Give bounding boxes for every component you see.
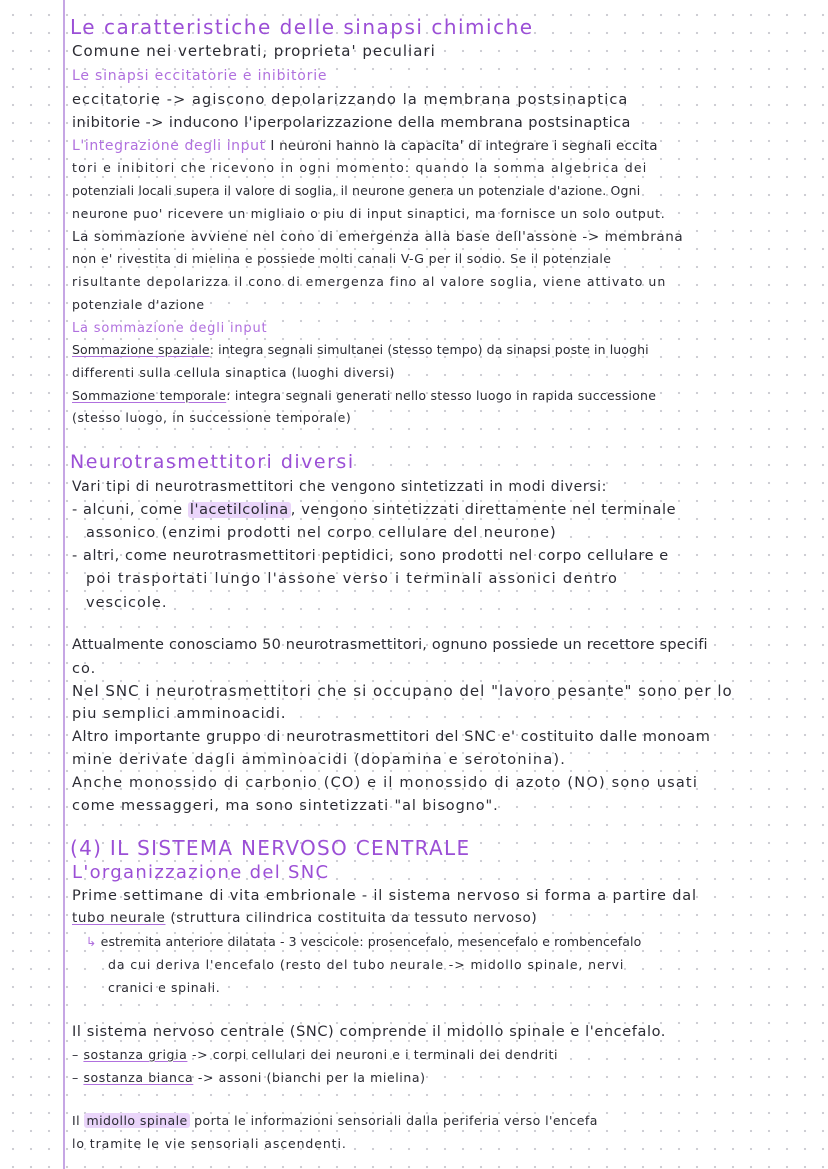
- text-line: neurone puo' ricevere un migliaio o piu di input sinaptici, ma fornisce un solo output.: [72, 206, 666, 221]
- subheading-integrazione: L'integrazione degli input: [72, 138, 266, 154]
- arrow-icon: ↳: [86, 934, 97, 949]
- text-span: estremita anteriore dilatata - 3 vescicole: prosencefalo, mesencefalo e rombencefalo: [100, 934, 642, 949]
- text-span: (struttura cilindrica costituita da tessuto nervoso): [165, 910, 538, 926]
- text-line: risultante depolarizza il cono di emergenza fino al valore soglia, viene attivato un: [72, 274, 667, 289]
- notebook-margin-line: [63, 0, 65, 1169]
- subheading-eccitatorie-inibitorie: Le sinapsi eccitatorie e inibitorie: [72, 68, 328, 84]
- sommazione-spaziale-line: [72, 344, 649, 357]
- text-line: poi trasportati lungo l'assone verso i terminali assonici dentro: [86, 571, 619, 587]
- tubo-neurale-line: [72, 912, 537, 926]
- text-line: come messaggeri, ma sono sintetizzati "al bisogno".: [72, 798, 499, 814]
- text-line: cranici e spinali.: [108, 980, 221, 995]
- text-line: differenti sulla cellula sinaptica (luoghi diversi): [72, 365, 395, 380]
- term-sostanza-bianca: sostanza bianca: [83, 1070, 194, 1085]
- text-line: (stesso luogo, in successione temporale): [72, 410, 352, 425]
- text-line: Comune nei vertebrati, proprieta' peculiari: [72, 42, 436, 60]
- term-tubo-neurale: tubo neurale: [72, 910, 166, 926]
- text-line: Vari tipi di neurotrasmettitori che vengono sintetizzati in modi diversi:: [72, 479, 607, 495]
- text-line: Prime settimane di vita embrionale - il sistema nervoso si forma a partire dal: [72, 888, 697, 904]
- vescicole-line: [86, 936, 641, 949]
- section-title-snc: (4) IL SISTEMA NERVOSO CENTRALE: [70, 836, 471, 860]
- text-line: vescicole.: [86, 595, 168, 611]
- term-sommazione-spaziale: Sommazione spaziale: [72, 342, 210, 357]
- subtitle-organizzazione-snc: L'organizzazione del SNC: [72, 862, 330, 883]
- text-line: Anche monossido di carbonio (CO) e il monossido di azoto (NO) sono usati: [72, 775, 699, 791]
- highlight-midollo-spinale: midollo spinale: [86, 1113, 188, 1128]
- text-line: non e' rivestita di mielina e possiede molti canali V-G per il sodio. Se il potenziale: [72, 251, 612, 266]
- text-line: inibitorie -> inducono l'iperpolarizzazione della membrana postsinaptica: [72, 115, 631, 131]
- term-sostanza-grigia: sostanza grigia: [83, 1047, 188, 1062]
- text-span: porta le informazioni sensoriali dalla periferia verso l'encefa: [189, 1113, 598, 1128]
- text-line: co.: [72, 661, 97, 677]
- text-line: eccitatorie -> agiscono depolarizzando la membrana postsinaptica: [72, 92, 629, 108]
- text-line: Nel SNC i neurotrasmettitori che si occupano del "lavoro pesante" sono per lo: [72, 682, 733, 700]
- text-line: Attualmente conosciamo 50 neurotrasmettitori, ognuno possiede un recettore specifi: [72, 637, 708, 653]
- text-line: Altro importante gruppo di neurotrasmettitori del SNC e' costituito dalle monoam: [72, 729, 711, 745]
- highlight-acetilcolina: l'acetilcolina: [189, 502, 289, 518]
- section-title-sinapsi: Le caratteristiche delle sinapsi chimiche: [70, 15, 534, 39]
- bullet-acetilcolina: [72, 503, 676, 518]
- text-line: piu semplici amminoacidi.: [72, 706, 287, 722]
- text-span: - alcuni, come: [72, 502, 188, 518]
- sommazione-temporale-line: [72, 390, 656, 403]
- midollo-spinale-line: [72, 1115, 598, 1128]
- subheading-sommazione: La sommazione degli input: [72, 321, 268, 336]
- text-span: I neuroni hanno la capacita' di integrare i segnali eccita: [270, 138, 658, 154]
- text-span: -> corpi cellulari dei neuroni e i terminali dei dendriti: [187, 1047, 559, 1062]
- text-line: potenziali locali supera il valore di soglia, il neurone genera un potenziale d'azione. Ogni: [72, 183, 641, 198]
- text-line: Il sistema nervoso centrale (SNC) comprende il midollo spinale e l'encefalo.: [72, 1024, 667, 1040]
- text-line: potenziale d'azione: [72, 297, 205, 312]
- section-title-neurotrasmettitori: Neurotrasmettitori diversi: [70, 451, 355, 473]
- bullet-peptidici: - altri, come neurotrasmettitori peptidici, sono prodotti nel corpo cellulare e: [72, 548, 669, 564]
- text-span: , vengono sintetizzati direttamente nel terminale: [290, 502, 677, 518]
- text-line: da cui deriva l'encefalo (resto del tubo neurale -> midollo spinale, nervi: [108, 957, 625, 972]
- text-span: : integra segnali simultanei (stesso tempo) da sinapsi poste in luoghi: [209, 342, 649, 357]
- text-line: mine derivate dagli amminoacidi (dopamina e serotonina).: [72, 752, 567, 768]
- sostanza-bianca-line: – sostanza bianca -> assoni (bianchi per la mielina): [72, 1070, 426, 1085]
- integrazione-paragraph: [72, 139, 658, 154]
- text-span: -> assoni (bianchi per la mielina): [193, 1070, 426, 1085]
- text-span: Il: [72, 1113, 85, 1128]
- text-line: tori e inibitori che ricevono in ogni momento: quando la somma algebrica dei: [72, 160, 648, 175]
- text-line: La sommazione avviene nel cono di emergenza alla base dell'assone -> membrana: [72, 229, 684, 245]
- text-line: lo tramite le vie sensoriali ascendenti.: [72, 1136, 347, 1151]
- text-span: : integra segnali generati nello stesso luogo in rapida successione: [226, 388, 657, 403]
- text-line: assonico (enzimi prodotti nel corpo cellulare del neurone): [86, 525, 557, 541]
- term-sommazione-temporale: Sommazione temporale: [72, 388, 227, 403]
- sostanza-grigia-line: – sostanza grigia -> corpi cellulari dei neuroni e i terminali dei dendriti: [72, 1047, 559, 1062]
